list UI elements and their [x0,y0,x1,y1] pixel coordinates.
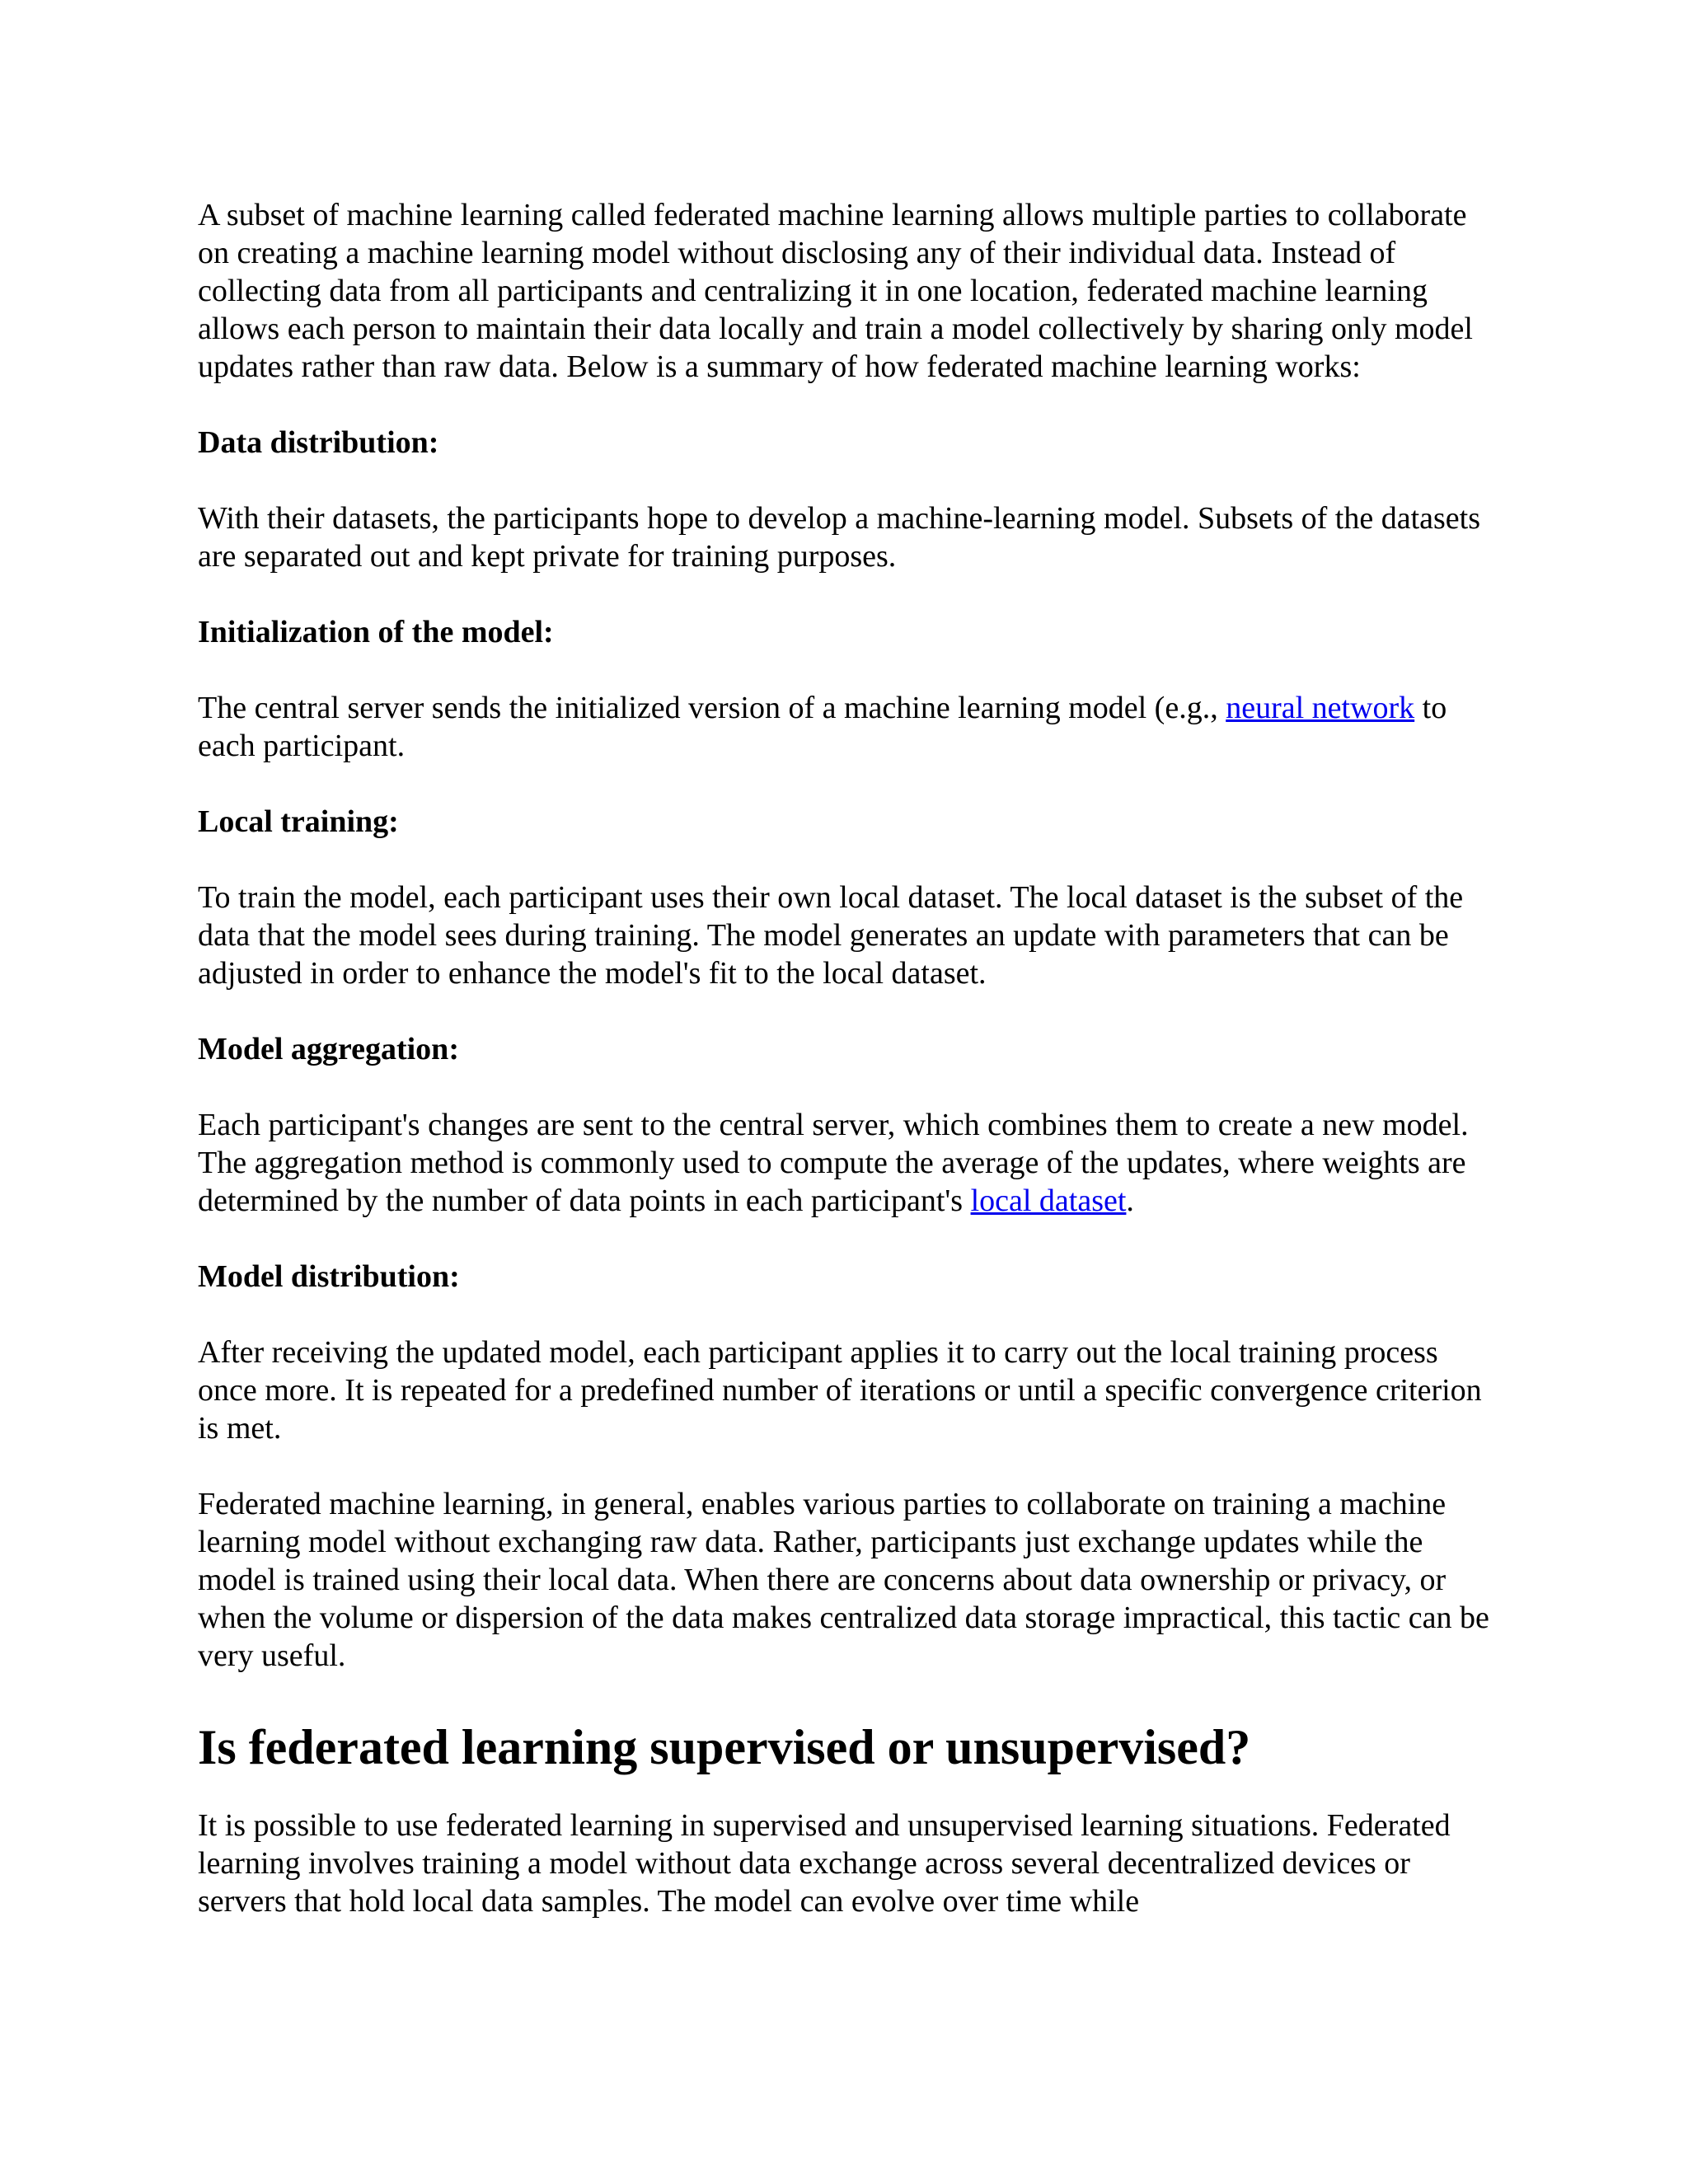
paragraph-aggregation-text-after: . [1126,1183,1134,1218]
paragraph-local-training: To train the model, each participant uses their own local dataset. The local dataset is the subset of the data that the model sees during training. The model generates an update with parameters that can be adjusted in order to enhance the model's fit to the local dataset. [198,880,1464,991]
heading-initialization: Initialization of the model: [198,615,554,649]
paragraph-data-distribution: With their datasets, the participants hope to develop a machine-learning model. Subsets of the datasets are separated out and kept private for training purposes. [198,501,1481,574]
heading-model-distribution: Model distribution: [198,1259,460,1294]
paragraph-model-distribution: After receiving the updated model, each participant applies it to carry out the local training process once more. It is repeated for a predefined number of iterations or until a specific convergence criterion is met. [198,1335,1482,1446]
paragraph-aggregation-text-before: Each participant's changes are sent to the central server, which combines them to create a new model. The aggregation method is commonly used to compute the average of the updates, where weights are determined by the number of data points in each participant's [198,1108,1469,1218]
section-heading-supervised: Is federated learning supervised or unsupervised? [198,1720,1251,1774]
heading-local-training: Local training: [198,804,399,839]
paragraph-initialization-text-before: The central server sends the initialized version of a machine learning model (e.g., [198,691,1226,725]
intro-paragraph: A subset of machine learning called federated machine learning allows multiple parties to collaborate on creating a machine learning model without disclosing any of their individual data. Instead of collecting data from all participants and centralizing it in one location, federated machine learning allows each person to maintain their data locally and train a model collectively by sharing only model updates rather than raw data. Below is a summary of how federated machine learning works: [198,198,1473,384]
summary-paragraph: Federated machine learning, in general, enables various parties to collaborate on training a machine learning model without exchanging raw data. Rather, participants just exchange updates while the model is trained using their local data. When there are concerns about data ownership or privacy, or when the volume or dispersion of the data makes centralized data storage impractical, this tactic can be very useful. [198,1487,1489,1673]
closing-paragraph: It is possible to use federated learning in supervised and unsupervised learning situations. Federated learning involves training a model without data exchange across several decentralized devices or servers that hold local data samples. The model can evolve over time while [198,1808,1451,1919]
paragraph-initialization [198,689,1500,765]
document-page [198,196,1500,1958]
heading-model-aggregation: Model aggregation: [198,1032,459,1066]
local-dataset-link[interactable]: local dataset [970,1183,1127,1218]
paragraph-initialization-text-after: to each participant. [198,691,1447,763]
neural-network-link[interactable]: neural network [1226,691,1415,725]
heading-data-distribution: Data distribution: [198,425,439,460]
paragraph-model-aggregation [198,1106,1500,1220]
